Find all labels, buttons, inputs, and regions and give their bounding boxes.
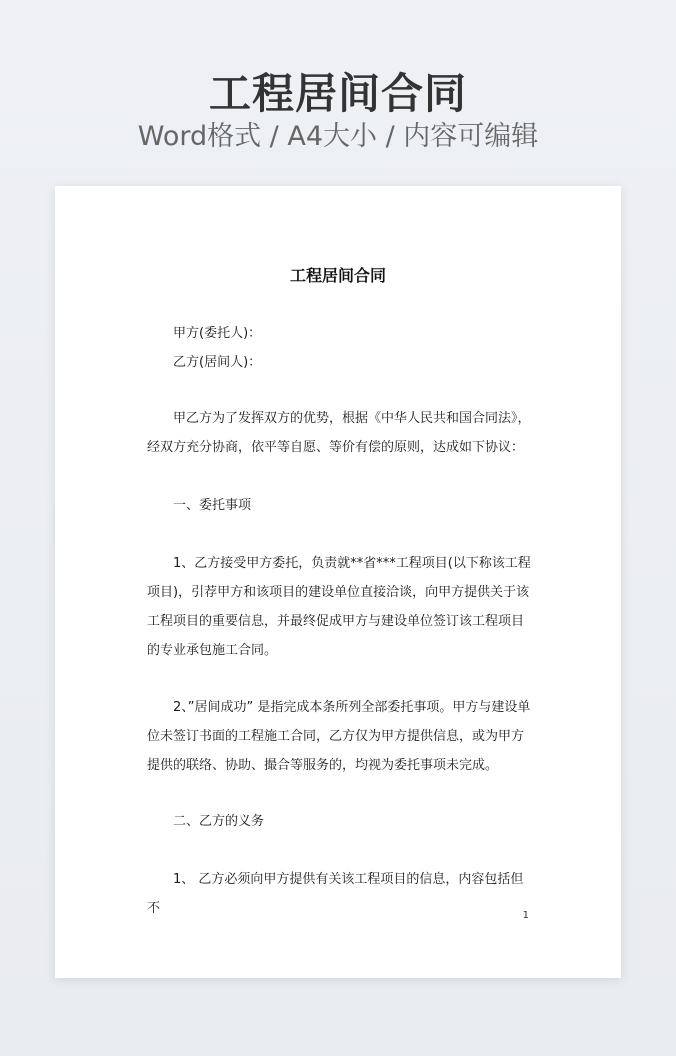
clause-2-1: 1、 乙方必须向甲方提供有关该工程项目的信息，内容包括但不 [147,872,524,916]
page-number: 1 [522,910,529,921]
section-heading-2: 二、乙方的义务 [173,814,265,829]
clause-1-2: 2、”居间成功” 是指完成本条所列全部委托事项。甲方与建设单位未签订书面的工程施工合同，乙方仅为甲方提供信息，或为甲方提供的联络、协助、撮合等服务的，均视为委托事项未完成。 [147,700,531,773]
banner-subtitle: Word格式 / A4大小 / 内容可编辑 [137,121,539,152]
section-heading-1: 一、委托事项 [173,498,252,513]
party-b-label: 乙方(居间人)： [173,355,262,370]
document-title: 工程居间合同 [289,266,386,285]
intro-paragraph: 甲乙方为了发挥双方的优势，根据《中华人民共和国合同法》，经双方充分协商，依平等自愿、等价有偿的原则，达成如下协议： [147,411,531,455]
clause-1-1: 1、乙方接受甲方委托，负责就**省***工程项目(以下称该工程项目)，引荐甲方和该项目的建设单位直接洽谈，向甲方提供关于该工程项目的重要信息，并最终促成甲方与建设单位签订该工程项目的专业承包施工合同。 [147,556,531,658]
banner-title: 工程居间合同 [208,69,467,118]
party-a-label: 甲方(委托人)： [173,326,262,341]
document-page [55,186,621,978]
